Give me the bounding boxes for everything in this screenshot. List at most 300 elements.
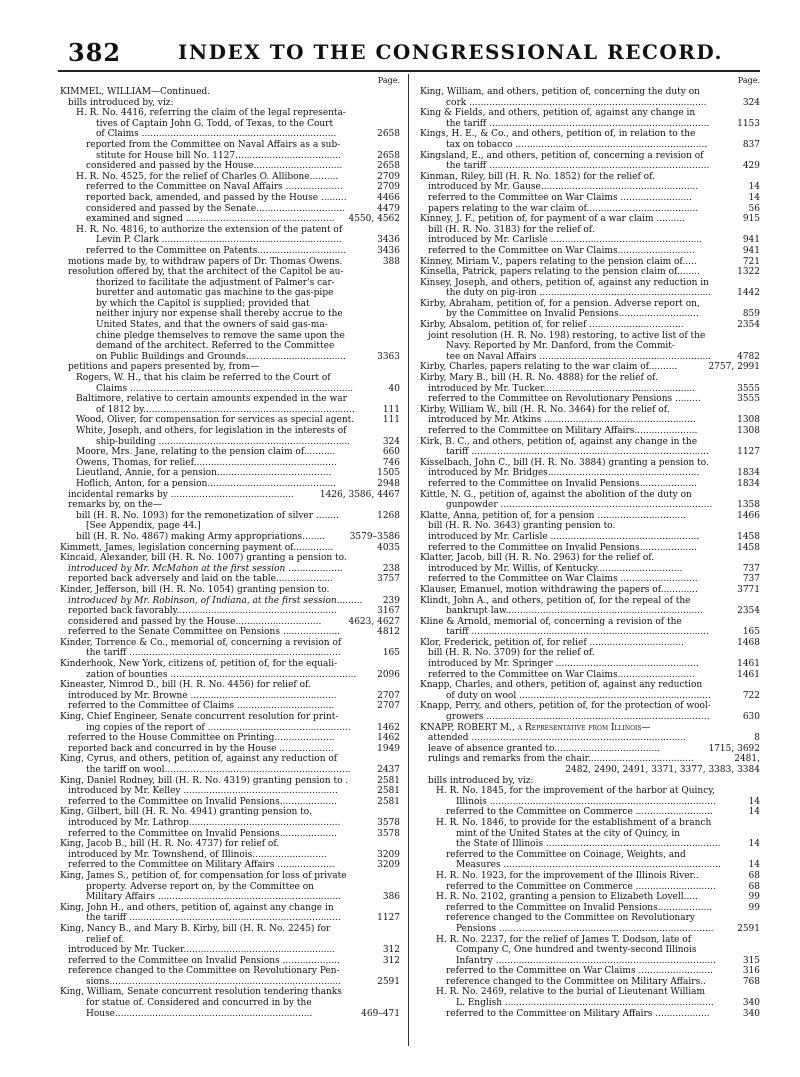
index-entry — [420, 161, 760, 172]
left-column — [60, 76, 400, 1019]
entry-page-ref: 3555 — [737, 383, 760, 394]
index-entry — [420, 426, 760, 437]
entry-text: referred to the Committee on Invalid Pensions .................... — [68, 955, 340, 966]
entry-text: bill (H. R. No. 3643) granting pension to. — [428, 521, 616, 532]
entry-text: introduced by Mr. Carlisle .................................................... — [428, 531, 700, 542]
index-entry — [60, 129, 400, 140]
entry-page-ref: 1458 — [737, 542, 760, 553]
index-entry — [60, 829, 400, 840]
entry-text: the State of Illinois ............................................................. — [456, 839, 721, 850]
entry-text: King, Chief Engineer, Senate concurrent resolution for print- — [60, 712, 339, 723]
entry-text: introduced by Mr. Townshend, of Illinois.......................... — [68, 849, 327, 860]
entry-text: property. Adverse report on, by the Committee on — [86, 881, 314, 892]
entry-text: zation of bounties ................................................................. — [86, 669, 357, 680]
index-entry — [420, 818, 760, 829]
entry-text: Measures ............................................................................ — [456, 860, 721, 871]
index-entry — [60, 765, 400, 776]
entry-text: Kinder, Jefferson, bill (H. R. No. 1054) granting pension to. — [60, 584, 330, 595]
entry-text: thorized to facilitate the adjustment of Palmer's car- — [96, 277, 335, 288]
index-entry — [60, 956, 400, 967]
entry-text: Moore, Mrs. Jane, relating to the pension claim of........... — [76, 447, 336, 458]
entry-page-ref: 316 — [742, 966, 760, 977]
entry-page-ref: 340 — [742, 1008, 760, 1019]
entry-page-ref: 1466 — [737, 510, 760, 521]
entry-text: introduced by Mr. Bridges..................................................... — [428, 468, 700, 479]
entry-text: introduced by Mr. Lathrop..................................................... — [68, 817, 341, 828]
entry-text: Kirby, Mary B., bill (H. R. No. 4888) for the relief of. — [420, 373, 658, 384]
entry-page-ref: 14 — [748, 182, 760, 193]
entry-page-ref: 14 — [748, 807, 760, 818]
entry-page-ref: 1458 — [737, 531, 760, 542]
entry-page-ref: 165 — [742, 627, 760, 638]
entry-page-ref: 14 — [748, 839, 760, 850]
entry-page-ref: 737 — [742, 574, 760, 585]
entry-text: Levin P. Clark ............................................................... — [96, 235, 342, 246]
entry-page-ref: 1715, 3692 — [708, 743, 760, 754]
entry-text: reported from the Committee on Naval Affairs as a sub- — [86, 139, 341, 150]
index-entry — [420, 437, 760, 448]
index-entry — [420, 850, 760, 861]
index-entry — [60, 754, 400, 765]
entry-page-ref: 1462 — [377, 722, 400, 733]
entry-page-ref: 859 — [742, 309, 760, 320]
right-column — [420, 76, 760, 1019]
index-entry — [420, 701, 760, 712]
index-entry — [420, 585, 760, 596]
entry-page-ref: 3167 — [377, 606, 400, 617]
index-entry — [60, 331, 400, 342]
entry-text: Kirk, B. C., and others, petition of, against any change in the — [420, 436, 698, 447]
entry-text: H. R. No. 2237, for the relief of James T. Dodson, late of — [436, 934, 692, 945]
entry-page-ref: 2709 — [377, 171, 400, 182]
entry-text: the tariff ............................................................................. — [446, 118, 710, 129]
index-entry — [420, 394, 760, 405]
index-entry — [60, 500, 400, 511]
entry-text: introduced by Mr. Tucker..................................................... — [428, 383, 696, 394]
entry-page-ref: 4782 — [737, 351, 760, 362]
entry-page-ref: 915 — [742, 214, 760, 225]
entry-text: Klor, Frederick, petition of, for relief ................................. — [420, 637, 684, 648]
entry-page-ref: 3757 — [377, 574, 400, 585]
index-entry — [420, 532, 760, 543]
entry-text: ing copies of the report of .................................................. — [86, 722, 351, 733]
index-entry — [420, 479, 760, 490]
entry-text: reported back, amended, and passed by the House ......... — [86, 192, 347, 203]
entry-page-ref: 722 — [742, 690, 760, 701]
index-entry — [420, 797, 760, 808]
entry-text: 2482, 2490, 2491, 3371, 3377, 3383, 3384 — [565, 765, 760, 775]
entry-text: reference changed to the Committee on Revolutionary — [446, 913, 695, 924]
index-entry — [60, 998, 400, 1009]
entry-text: by the Committee on Invalid Pensions............................ — [446, 309, 699, 320]
entry-text: KIMMEL, WILLIAM—Continued. — [60, 87, 211, 97]
index-entry — [60, 108, 400, 119]
entry-page-ref: 746 — [382, 457, 400, 468]
index-entry — [60, 119, 400, 130]
entry-text: introduced by Mr. McMahon at the first session ................... — [68, 563, 343, 574]
entry-page-ref: 3579–3586 — [349, 531, 400, 542]
entry-page-ref: 2354 — [737, 320, 760, 331]
index-entry — [420, 543, 760, 554]
index-entry — [420, 574, 760, 585]
entry-text: Knapp, Perry, and others, petition of, for the protection of wool- — [420, 701, 711, 712]
entry-page-ref: 2757, 2991 — [708, 362, 760, 373]
entry-page-ref: 3436 — [377, 235, 400, 246]
index-entry — [420, 903, 760, 914]
index-entry — [60, 1009, 400, 1020]
index-entry — [60, 405, 400, 416]
entry-page-ref: 238 — [382, 563, 400, 574]
index-entry — [60, 627, 400, 638]
entry-page-ref: 1834 — [737, 478, 760, 489]
entry-text: reported back adversely and laid on the table.................... — [68, 574, 334, 585]
index-entry — [420, 299, 760, 310]
entry-page-ref: 111 — [382, 415, 400, 426]
index-entry — [60, 225, 400, 236]
index-entry — [60, 786, 400, 797]
entry-text: reference changed to the Committee on Military Affairs.. — [446, 976, 706, 987]
entry-page-ref: 2354 — [737, 606, 760, 617]
index-entry — [420, 733, 760, 744]
index-entry — [60, 733, 400, 744]
index-entry — [60, 511, 400, 522]
entry-page-ref: 1322 — [737, 267, 760, 278]
index-entry — [60, 638, 400, 649]
entry-text: bill (H. R. No. 3183) for the relief of. — [428, 224, 595, 235]
entry-page-ref: 2707 — [377, 701, 400, 712]
index-entry — [60, 479, 400, 490]
entry-text: chine pledge themselves to remove the same upon the — [96, 330, 345, 341]
entry-page-ref: 1268 — [377, 510, 400, 521]
entry-page-ref: 1834 — [737, 468, 760, 479]
entry-text: the duty on pig-iron ............................................................ — [446, 288, 712, 299]
entry-page-ref: 386 — [382, 892, 400, 903]
index-entry — [60, 437, 400, 448]
index-entry — [420, 341, 760, 352]
entry-page-ref: 3578 — [377, 828, 400, 839]
index-entry — [60, 807, 400, 818]
index-entry — [420, 829, 760, 840]
entry-text: buretter and automatic gas machine to the gas-pipe — [96, 288, 334, 299]
index-entry — [420, 998, 760, 1009]
index-entry — [420, 511, 760, 522]
index-entry — [60, 140, 400, 151]
entry-text: growers .............................................................................. — [446, 712, 710, 723]
entry-page-ref: 3209 — [377, 860, 400, 871]
index-entry — [420, 415, 760, 426]
page-header — [58, 38, 760, 72]
entry-page-ref: 324 — [382, 436, 400, 447]
index-entry — [420, 204, 760, 215]
index-entry — [420, 977, 760, 988]
entry-page-ref: 630 — [742, 712, 760, 723]
index-entry — [420, 617, 760, 628]
index-entry — [60, 352, 400, 363]
index-entry — [420, 257, 760, 268]
index-entry — [60, 659, 400, 670]
index-entry — [60, 574, 400, 585]
entry-text: Kinney, Miriam V., papers relating to the pension claim of..... — [420, 256, 697, 267]
entry-text: examined and signed .................................................... — [86, 214, 335, 225]
entry-text: of 1812 by.......................................................................... — [96, 404, 355, 415]
right-page-label: Page. — [737, 76, 760, 85]
entry-page-ref: 1153 — [737, 118, 760, 129]
index-entry — [420, 373, 760, 384]
entry-page-ref: 99 — [748, 892, 760, 903]
entry-page-ref: 2481, — [734, 754, 760, 765]
entry-page-ref: 2658 — [377, 129, 400, 140]
entry-text: neither injury nor expense shall thereby accrue to the — [96, 309, 343, 320]
index-entry — [420, 553, 760, 564]
entry-text: King, William, and others, petition of, concerning the duty on — [420, 87, 700, 97]
entry-text: Kings, H. E., & Co., and others, petition of, in relation to the — [420, 129, 696, 140]
index-entry — [420, 596, 760, 607]
entry-page-ref: 68 — [748, 881, 760, 892]
entry-text: Kline & Arnold, memorial of, concerning a revision of the — [420, 616, 682, 627]
entry-text: referred to the Committee on War Claims ......................... — [428, 192, 692, 203]
entry-page-ref: 3436 — [377, 245, 400, 256]
entry-text: Kirby, Absalom, petition of, for relief ................................. — [420, 320, 684, 331]
entry-text: Wood, Oliver, for compensation for services as special agent. — [76, 415, 355, 426]
entry-text: petitions and papers presented by, from— — [68, 362, 260, 373]
index-entry — [60, 362, 400, 373]
entry-page-ref: 2591 — [377, 976, 400, 987]
entry-page-ref: 99 — [748, 902, 760, 913]
entry-page-ref: 324 — [742, 97, 760, 108]
index-entry — [60, 924, 400, 935]
index-entry — [60, 680, 400, 691]
entry-text: King, Jacob B., bill (H. R. No. 4737) for relief of. — [60, 839, 280, 850]
index-entry — [420, 839, 760, 850]
entry-text: Company C, One hundred and twenty-second Illinois — [456, 945, 697, 956]
entry-page-ref: 4623, 4627 — [348, 616, 400, 627]
entry-page-ref: 312 — [382, 955, 400, 966]
index-entry — [420, 860, 760, 871]
entry-text: leave of absence granted to..................................... — [428, 743, 661, 754]
entry-text: referred to the Committee on Revolutionary Pensions ......... — [428, 394, 701, 405]
entry-text: of duty on wool ................................................................... — [446, 690, 711, 701]
entry-text: Claims .............................................................................. — [96, 383, 354, 394]
entry-text: referred to the Committee on War Claims........................... — [428, 245, 695, 256]
index-entry — [60, 172, 400, 183]
entry-page-ref: 3771 — [737, 584, 760, 595]
index-entry — [420, 935, 760, 946]
index-entry — [420, 119, 760, 130]
entry-text: H. R. No. 1845, for the improvement of the harbor at Quincy, — [436, 786, 716, 797]
entry-page-ref: 2658 — [377, 150, 400, 161]
entry-page-ref: 4812 — [377, 627, 400, 638]
index-entry — [420, 606, 760, 617]
index-entry — [60, 490, 400, 501]
entry-text: relief of. — [86, 934, 125, 945]
entry-text: introduced by Mr. Robinson, of Indiana, at the first session......... — [68, 595, 363, 606]
entry-text: remarks by, on the— — [68, 500, 162, 511]
entry-text: referred to the Senate Committee on Pensions .................... — [68, 627, 341, 638]
entry-text: bankrupt law..................................................................... — [446, 606, 703, 617]
index-entry — [60, 543, 400, 554]
index-entry — [420, 172, 760, 183]
entry-page-ref: 1461 — [737, 669, 760, 680]
entry-page-ref: 941 — [742, 245, 760, 256]
entry-text: referred to the Committee on Commerce ............................ — [446, 881, 716, 892]
entry-text: introduced by Mr. Kelley ...................................................... — [68, 786, 338, 797]
entry-text: demand of the architect. Referred to the Committee — [96, 341, 335, 352]
index-entry — [60, 373, 400, 384]
index-entry — [420, 331, 760, 342]
entry-text: Pensions ........................................................................... — [456, 923, 714, 934]
entry-page-ref: 2591 — [737, 923, 760, 934]
index-entry — [420, 278, 760, 289]
entry-text: Kinderhook, New York, citizens of, petition of, for the equali- — [60, 659, 338, 670]
index-entry — [420, 129, 760, 140]
index-entry — [60, 744, 400, 755]
entry-page-ref: 111 — [382, 404, 400, 415]
entry-text: the tariff ............................................................................. — [446, 161, 710, 172]
index-entry — [60, 309, 400, 320]
index-entry — [60, 394, 400, 405]
entry-page-ref: 1949 — [377, 743, 400, 754]
index-entry — [60, 882, 400, 893]
entry-text: for statue of. Considered and concurred in by the — [86, 998, 312, 1009]
index-entry — [60, 299, 400, 310]
entry-text: joint resolution (H. R. No. 198) restoring, to active list of the — [428, 330, 706, 341]
index-entry — [420, 288, 760, 299]
index-entry — [420, 362, 760, 373]
page-number: 382 — [68, 38, 122, 67]
entry-text: introduced by Mr. Browne ................................................... — [68, 690, 337, 701]
entry-text: Kincaid, Alexander, bill (H. R. No. 1007) granting a pension to. — [60, 553, 347, 564]
index-entry — [420, 246, 760, 257]
index-entry — [420, 807, 760, 818]
entry-text: referred to the Committee on War Claims .......................... — [446, 966, 713, 977]
entry-page-ref: 388 — [382, 256, 400, 267]
index-entry — [420, 1009, 760, 1020]
index-entry — [420, 987, 760, 998]
entry-text: KNAPP, ROBERT M., a Representative from Illinois— — [420, 722, 651, 733]
index-entry — [420, 776, 760, 787]
entry-page-ref: 1127 — [377, 913, 400, 924]
index-entry — [60, 903, 400, 914]
index-entry — [420, 638, 760, 649]
entry-text: White, Joseph, and others, for legislation in the interests of — [76, 426, 347, 436]
entry-page-ref: 340 — [742, 998, 760, 1009]
entry-text: referred to the Committee on Patents............................... — [86, 245, 347, 256]
entry-page-ref: 429 — [742, 161, 760, 172]
entry-text: rulings and remarks from the chair..................................... — [428, 754, 694, 765]
entry-text: Klatter, Jacob, bill (H. R. No. 2963) for the relief of. — [420, 553, 655, 564]
entry-text: H. R. No. 2102, granting a pension to Elizabeth Lovell..... — [436, 892, 698, 903]
index-entry — [420, 924, 760, 935]
entry-text: bills introduced by, viz: — [428, 775, 534, 786]
entry-page-ref: 14 — [748, 796, 760, 807]
entry-text: H. R. No. 4816, to authorize the extension of the patent of — [76, 224, 343, 235]
index-entry — [420, 458, 760, 469]
entry-text: introduced by Mr. Atkins ..................................................... — [428, 415, 696, 426]
entry-text: H. R. No. 1923, for the improvement of the Illinois River.. — [436, 870, 699, 881]
index-entry — [60, 532, 400, 543]
entry-text: Military Affairs ................................................................ — [86, 892, 341, 903]
entry-text: referred to the Committee on Invalid Pensions.................... — [68, 828, 337, 839]
entry-page-ref: 737 — [742, 563, 760, 574]
index-entry — [420, 267, 760, 278]
entry-text: referred to the Committee on Invalid Pensions.................... — [428, 478, 697, 489]
entry-text: King & Fields, and others, petition of, against any change in — [420, 108, 696, 119]
header-rule — [58, 70, 760, 72]
index-entry — [420, 521, 760, 532]
entry-text: House..................................................................... — [86, 1008, 313, 1019]
index-entry — [420, 405, 760, 416]
entry-text: tee on Naval Affairs ............................................................ — [446, 351, 712, 362]
index-entry — [420, 648, 760, 659]
entry-text: reported back favorably........................................................ — [68, 606, 337, 617]
entry-text: bill (H. R. No. 3709) for the relief of. — [428, 648, 595, 659]
entry-text: sions................................................................................. — [86, 976, 342, 987]
entry-text: tariff ................................................................................... — [446, 627, 709, 638]
column-divider — [408, 74, 409, 1046]
entry-page-ref: 4479 — [377, 203, 400, 214]
entry-page-ref: 1505 — [377, 468, 400, 479]
entry-page-ref: 2437 — [377, 765, 400, 775]
index-entry — [60, 320, 400, 331]
entry-page-ref: 14 — [748, 192, 760, 203]
entry-page-ref: 2707 — [377, 690, 400, 701]
entry-text: referred to the Committee on War Claims........................... — [428, 669, 695, 680]
index-entry — [60, 606, 400, 617]
index-entry — [60, 839, 400, 850]
index-entry — [420, 193, 760, 204]
entry-page-ref: 469–471 — [361, 1008, 400, 1019]
entry-page-ref: 660 — [382, 447, 400, 458]
entry-text: referred to the Committee on Commerce ........................... — [446, 807, 713, 818]
entry-page-ref: 312 — [382, 945, 400, 956]
entry-page-ref: 1308 — [737, 415, 760, 426]
entry-text: the tariff .......................................................................... — [86, 648, 341, 659]
index-entry — [60, 935, 400, 946]
index-entry — [60, 860, 400, 871]
entry-text: considered and passed by the House............................... — [86, 161, 343, 172]
entry-text: by which the Capitol is supplied; provided that — [96, 298, 310, 309]
entry-text: Kinney, J. F., petition of, for payment of a war claim .......... — [420, 214, 685, 225]
entry-text: Kisselbach, John C., bill (H. R. No. 3884) granting a pension to. — [420, 457, 709, 468]
entry-page-ref: 56 — [748, 203, 760, 214]
entry-page-ref: 1442 — [737, 288, 760, 299]
entry-text: referred to the Committee on Coinage, Weights, and — [446, 849, 686, 860]
index-entry — [60, 596, 400, 607]
entry-page-ref: 3363 — [377, 351, 400, 362]
index-entry — [420, 627, 760, 638]
index-entry — [420, 182, 760, 193]
index-entry — [420, 691, 760, 702]
entry-text: Lieutland, Annie, for a pension........................................ — [76, 468, 332, 479]
index-entry — [60, 987, 400, 998]
index-entry — [420, 140, 760, 151]
index-entry — [420, 882, 760, 893]
entry-text: Kirby, Abraham, petition of, for a pension. Adverse report on, — [420, 298, 700, 309]
entry-text: referred to the Committee on Invalid Pensions................... — [446, 902, 713, 913]
index-entry — [60, 966, 400, 977]
index-entry — [60, 87, 400, 98]
index-entry — [60, 426, 400, 437]
index-entry — [420, 765, 760, 776]
entry-text: H. R. No. 4525, for the relief of Charles O. Allibone.......... — [76, 171, 339, 182]
index-entry — [420, 945, 760, 956]
index-entry — [60, 797, 400, 808]
entry-text: referred to the Committee on Military Affairs .................... — [68, 860, 335, 871]
entry-text: King, Daniel Rodney, bill (H. R. No. 4319) granting pension to . — [60, 775, 349, 786]
index-entry — [60, 98, 400, 109]
entry-text: of Claims .................................................................... — [96, 129, 337, 140]
entry-text: incidental remarks by ........................................... — [68, 489, 294, 500]
